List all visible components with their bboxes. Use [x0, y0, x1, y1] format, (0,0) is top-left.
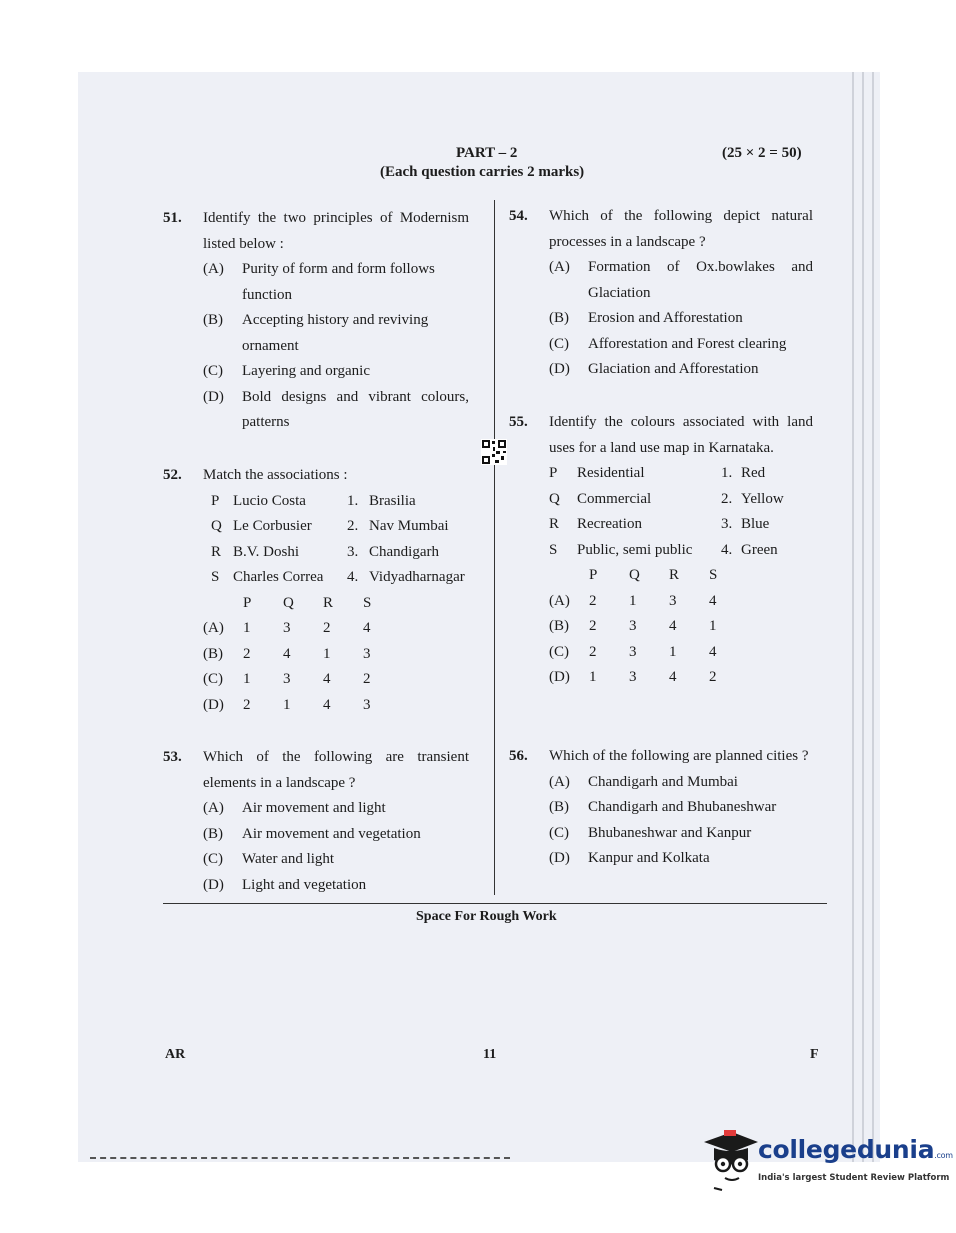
question-52 — [163, 463, 483, 718]
question-number: 55. — [509, 414, 528, 430]
option-d: (D) Kanpur and Kolkata — [549, 850, 710, 866]
match-row: P Lucio Costa 1. Brasilia — [211, 492, 416, 509]
question-number: 51. — [163, 210, 182, 226]
question-stem: Match the associations : — [203, 467, 348, 483]
option-a: (A) Formation of Ox.bowlakes and Glaciation — [549, 259, 813, 301]
answer-option-d: (D) 1 3 4 2 — [549, 669, 717, 685]
option-a: (A) Chandigarh and Mumbai — [549, 773, 738, 790]
option-c: (C) Layering and organic — [203, 363, 371, 379]
page-edge — [862, 72, 864, 1162]
option-c: (C) Water and light — [203, 851, 335, 867]
option-d: (D) Glaciation and Afforestation — [549, 361, 759, 377]
option-a: (A) Purity of form and form follows function — [203, 261, 435, 303]
question-51 — [163, 206, 469, 436]
match-row: S Charles Correa 4. Vidyadharnagar — [211, 569, 465, 585]
rough-work-label: Space For Rough Work — [416, 909, 557, 924]
option-c: (C) Bhubaneshwar and Kanpur — [549, 824, 752, 841]
question-stem: Which of the following are transient elements in a landscape ? — [203, 749, 469, 791]
match-row: R B.V. Doshi 3. Chandigarh — [211, 543, 439, 560]
question-53 — [163, 745, 469, 898]
question-number: 54. — [509, 208, 528, 224]
answer-option-c: (C) 2 3 1 4 — [549, 643, 717, 660]
option-d: (D) Bold designs and vibrant colours, patterns — [203, 388, 469, 430]
option-d: (D) Light and vegetation — [203, 876, 367, 893]
option-c: (C) Afforestation and Forest clearing — [549, 335, 787, 352]
option-b: (B) Chandigarh and Bhubaneshwar — [549, 799, 777, 815]
question-number: 53. — [163, 749, 182, 765]
question-55 — [509, 410, 813, 691]
question-stem: Identify the two principles of Modernism listed below : — [203, 210, 469, 252]
part-marks: (25 × 2 = 50) — [722, 145, 802, 161]
question-number: 56. — [509, 748, 528, 764]
footer-code: AR — [165, 1047, 186, 1062]
logo-wordmark: collegedunia.com — [758, 1135, 953, 1164]
column-divider — [494, 200, 495, 895]
part-title: PART – 2 — [456, 145, 518, 161]
section-divider — [163, 903, 827, 904]
part-subtitle: (Each question carries 2 marks) — [380, 164, 585, 180]
match-row: Q Commercial 2. Yellow — [549, 490, 784, 507]
scan-edge — [90, 1157, 510, 1159]
question-stem: Which of the following depict natural processes in a landscape ? — [549, 208, 813, 250]
page-edge — [852, 72, 854, 1162]
qr-code-icon — [481, 439, 507, 465]
question-56 — [509, 744, 813, 872]
answer-option-a: (A) 1 3 2 4 — [203, 620, 371, 636]
question-54 — [509, 204, 813, 383]
match-row: R Recreation 3. Blue — [549, 516, 770, 532]
answer-option-c: (C) 1 3 4 2 — [203, 671, 371, 687]
option-b: (B) Air movement and vegetation — [203, 825, 421, 842]
answer-option-b: (B) 2 4 1 3 — [203, 645, 371, 662]
match-row: P Residential 1. Red — [549, 465, 766, 481]
footer-series: F — [810, 1047, 819, 1062]
question-stem: Which of the following are planned cities ? — [549, 748, 809, 764]
answer-header: P Q R S — [243, 594, 372, 611]
logo-tagline: India's largest Student Review Platform — [758, 1173, 950, 1183]
answer-option-b: (B) 2 3 4 1 — [549, 618, 717, 634]
question-number: 52. — [163, 467, 182, 483]
question-stem: Identify the colours associated with land uses for a land use map in Karnataka. — [549, 414, 813, 456]
option-b: (B) Erosion and Afforestation — [549, 310, 743, 326]
match-row: Q Le Corbusier 2. Nav Mumbai — [211, 518, 449, 534]
page-number: 11 — [483, 1047, 497, 1062]
answer-header: P Q R S — [589, 567, 718, 583]
match-row: S Public, semi public 4. Green — [549, 541, 778, 558]
option-b: (B) Accepting history and reviving ornament — [203, 312, 429, 354]
answer-option-a: (A) 2 1 3 4 — [549, 592, 717, 609]
page-edge — [872, 72, 874, 1162]
answer-option-d: (D) 2 1 4 3 — [203, 696, 371, 713]
option-a: (A) Air movement and light — [203, 800, 386, 816]
